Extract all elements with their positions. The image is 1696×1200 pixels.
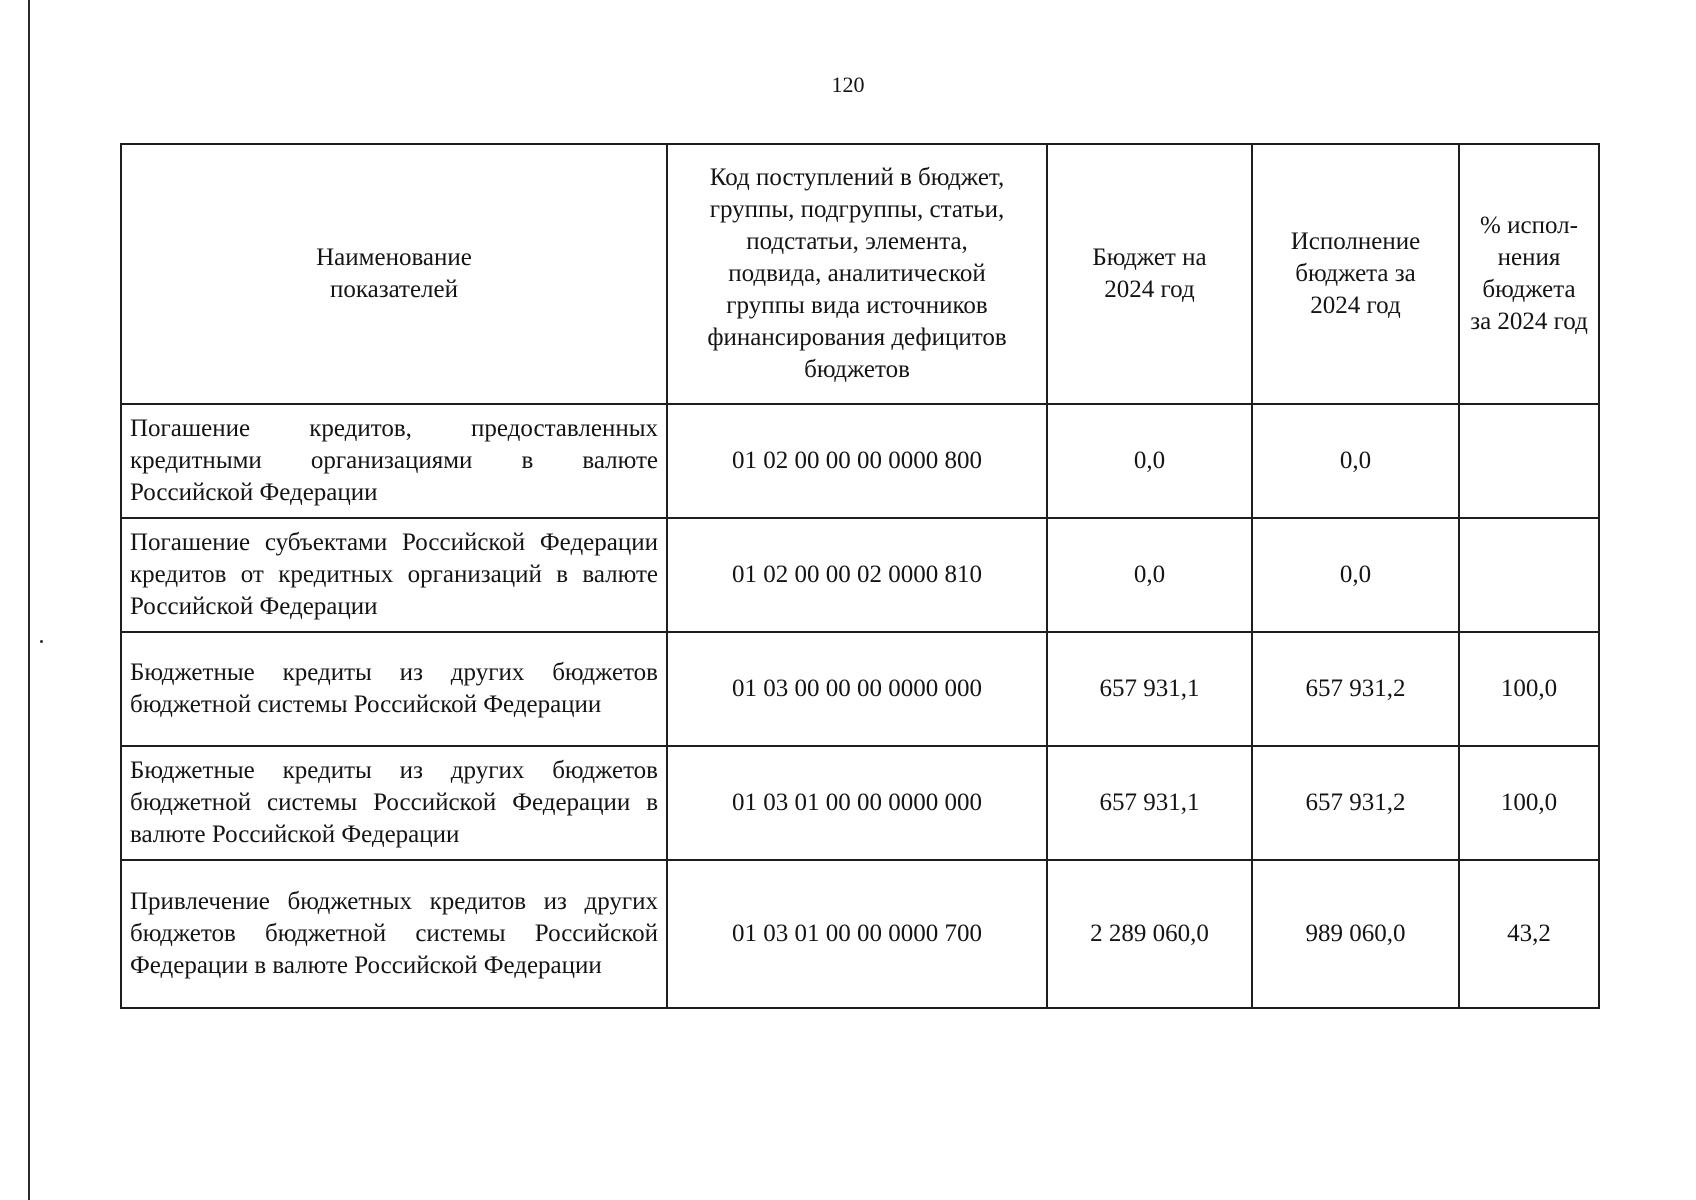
row-code: 01 03 00 00 00 0000 000 bbox=[667, 632, 1047, 746]
row-execution: 657 931,2 bbox=[1252, 746, 1459, 860]
header-code-text: Код поступлений в бюджет, группы, подгруппы, статьи, подстатьи, элемента, подвида, аналитической группы вида источников финансирования дефицитов бюджетов bbox=[707, 164, 1007, 383]
row-execution: 989 060,0 bbox=[1252, 860, 1459, 1008]
header-execution bbox=[1252, 144, 1459, 404]
header-execution-text: Исполнение бюджета за 2024 год bbox=[1290, 228, 1421, 319]
table-row bbox=[121, 632, 1599, 746]
row-code: 01 03 01 00 00 0000 700 bbox=[667, 860, 1047, 1008]
table-row bbox=[121, 746, 1599, 860]
table-row bbox=[121, 860, 1599, 1008]
row-execution: 0,0 bbox=[1252, 518, 1459, 632]
row-name: Бюджетные кредиты из других бюджетов бюджетной системы Российской Федерации в валюте Российской Федерации bbox=[121, 746, 667, 860]
row-name: Погашение кредитов, предоставленных кредитными организациями в валюте Российской Федерации bbox=[121, 404, 667, 518]
row-percent bbox=[1459, 404, 1599, 518]
row-execution: 0,0 bbox=[1252, 404, 1459, 518]
header-budget bbox=[1047, 144, 1252, 404]
row-name: Бюджетные кредиты из других бюджетов бюджетной системы Российской Федерации bbox=[121, 632, 667, 746]
table-header-row bbox=[121, 144, 1599, 404]
row-execution: 657 931,2 bbox=[1252, 632, 1459, 746]
row-percent: 43,2 bbox=[1459, 860, 1599, 1008]
table-row bbox=[121, 518, 1599, 632]
row-budget: 657 931,1 bbox=[1047, 746, 1252, 860]
header-code bbox=[667, 144, 1047, 404]
row-budget: 0,0 bbox=[1047, 404, 1252, 518]
row-name: Привлечение бюджетных кредитов из других бюджетов бюджетной системы Российской Федерации в валюте Российской Федерации bbox=[121, 860, 667, 1008]
row-percent: 100,0 bbox=[1459, 632, 1599, 746]
row-percent: 100,0 bbox=[1459, 746, 1599, 860]
row-budget: 2 289 060,0 bbox=[1047, 860, 1252, 1008]
row-code: 01 03 01 00 00 0000 000 bbox=[667, 746, 1047, 860]
page-number: 120 bbox=[831, 72, 865, 97]
header-indicator-name-text: Наименование показателей bbox=[316, 244, 472, 303]
table-row bbox=[121, 404, 1599, 518]
row-budget: 657 931,1 bbox=[1047, 632, 1252, 746]
header-indicator-name bbox=[121, 144, 667, 404]
budget-sources-table bbox=[120, 143, 1600, 1009]
row-code: 01 02 00 00 02 0000 810 bbox=[667, 518, 1047, 632]
header-percent bbox=[1459, 144, 1599, 404]
scan-speck bbox=[40, 640, 43, 643]
row-name: Погашение субъектами Российской Федерации кредитов от кредитных организаций в валюте Российской Федерации bbox=[121, 518, 667, 632]
row-percent bbox=[1459, 518, 1599, 632]
header-budget-text: Бюджет на 2024 год bbox=[1092, 244, 1207, 303]
row-budget: 0,0 bbox=[1047, 518, 1252, 632]
header-percent-text: % испол-нения бюджета за 2024 год bbox=[1470, 212, 1588, 335]
page-margin-rule bbox=[28, 0, 30, 1200]
row-code: 01 02 00 00 00 0000 800 bbox=[667, 404, 1047, 518]
